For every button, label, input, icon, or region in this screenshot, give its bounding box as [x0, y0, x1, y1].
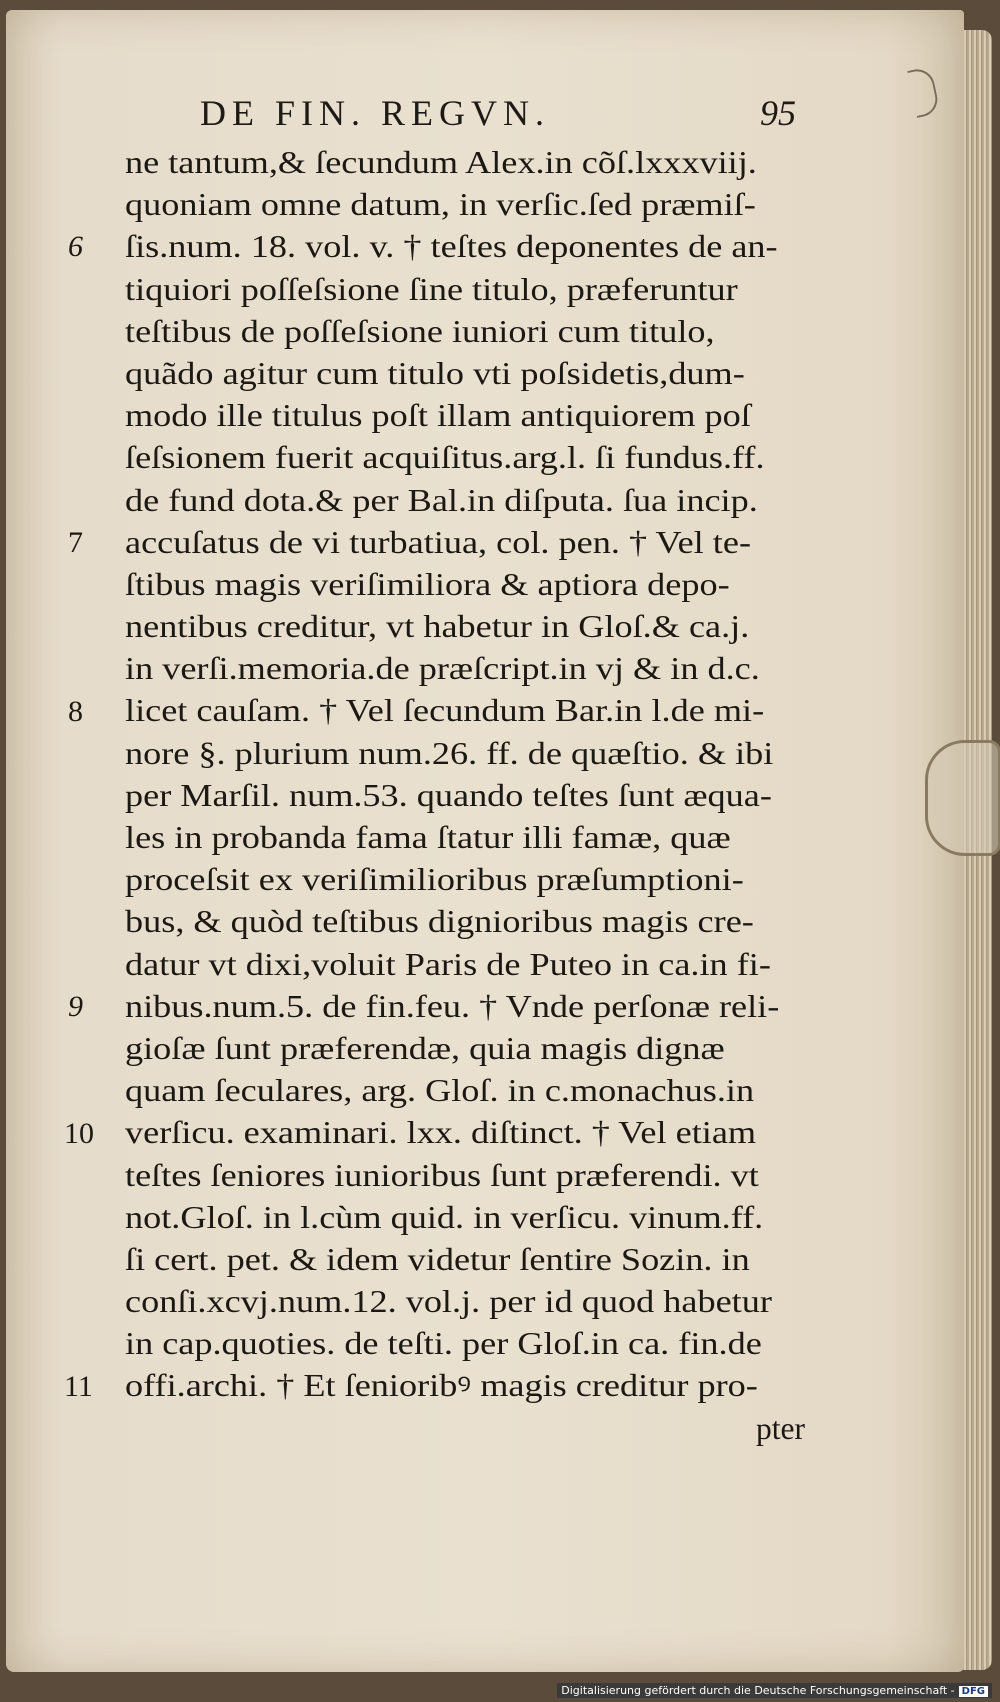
text-line-content: offi.archi. † Et ſenioribꝰ magis creditur pro- — [125, 1368, 758, 1404]
text-line-content: quãdo agitur cum titulo vti poſsidetis,dum- — [125, 355, 745, 391]
text-line — [125, 564, 815, 606]
text-line-content: nore §. plurium num.26. ff. de quæſtio. & ibi — [125, 735, 774, 771]
text-line — [125, 184, 815, 226]
text-line — [125, 1112, 815, 1154]
text-line-content: accuſatus de vi turbatiua, col. pen. † Vel te- — [125, 524, 752, 560]
text-line-content: teſtes ſeniores iunioribus ſunt præferendi. vt — [125, 1157, 759, 1193]
text-line — [125, 437, 815, 479]
text-line — [125, 817, 815, 859]
text-line-content: tiquiori poſſeſsione ſine titulo, præferuntur — [125, 271, 738, 307]
text-line — [125, 1365, 815, 1407]
running-head-title: DE FIN. REGVN. — [200, 93, 550, 133]
text-line-content: not.Gloſ. in l.cùm quid. in verſicu. vinum.ff. — [125, 1199, 764, 1235]
text-line — [125, 986, 815, 1028]
text-line-content: licet cauſam. † Vel ſecundum Bar.in l.de mi- — [125, 693, 765, 729]
text-line — [125, 901, 815, 943]
text-line — [125, 1323, 815, 1365]
margin-number: 6 — [68, 230, 83, 264]
text-line-content: datur vt dixi,voluit Paris de Puteo in ca.in fi- — [125, 946, 771, 982]
margin-number: 7 — [68, 525, 83, 559]
text-line-content: modo ille titulus poſt illam antiquiorem poſ — [125, 398, 751, 434]
text-line — [125, 522, 815, 564]
page-tab-marker — [925, 740, 1000, 856]
text-line-content: nibus.num.5. de fin.feu. † Vnde perſonæ reli- — [125, 988, 780, 1024]
text-line — [125, 226, 815, 268]
text-line — [125, 1408, 815, 1450]
text-line — [125, 690, 815, 732]
text-line — [125, 480, 815, 522]
text-line-content: verſicu. examinari. lxx. diſtinct. † Vel etiam — [125, 1115, 757, 1151]
text-line — [125, 1155, 815, 1197]
text-line-content: ſis.num. 18. vol. v. † teſtes deponentes de an- — [125, 229, 778, 265]
text-line — [125, 606, 815, 648]
footer-credit — [557, 1683, 992, 1698]
text-line — [125, 395, 815, 437]
text-line — [125, 142, 815, 184]
text-line — [125, 1070, 815, 1112]
margin-number: 8 — [68, 694, 83, 728]
text-line — [125, 311, 815, 353]
text-line-content: quam ſeculares, arg. Gloſ. in c.monachus.in — [125, 1073, 755, 1109]
text-line-content: ne tantum,& ſecundum Alex.in cõſ.lxxxviij. — [125, 145, 757, 180]
text-line-content: in cap.quoties. de teſti. per Gloſ.in ca. fin.de — [125, 1326, 762, 1362]
text-line-content: teſtibus de poſſeſsione iuniori cum titulo, — [125, 313, 715, 349]
text-line-content: ſi cert. pet. & idem videtur ſentire Sozin. in — [125, 1241, 750, 1277]
text-line — [125, 1281, 815, 1323]
text-line — [125, 1239, 815, 1281]
text-line — [125, 859, 815, 901]
margin-number: 10 — [64, 1116, 94, 1150]
text-line — [125, 648, 815, 690]
text-line-content: gioſæ ſunt præferendæ, quia magis dignæ — [125, 1030, 725, 1066]
text-line-content: in verſi.memoria.de præſcript.in vj & in d.c. — [125, 651, 760, 687]
text-line-content: pter — [756, 1410, 805, 1446]
text-line — [125, 1028, 815, 1070]
text-line — [125, 269, 815, 311]
text-line-content: conſi.xcvj.num.12. vol.j. per id quod habetur — [125, 1284, 772, 1320]
text-line-content: les in probanda fama ſtatur illi famæ, quæ — [125, 820, 731, 855]
text-line — [125, 353, 815, 395]
text-line-content: bus, & quòd teſtibus dignioribus magis cre- — [125, 904, 754, 940]
text-line-content: de fund dota.& per Bal.in diſputa. ſua incip. — [125, 482, 758, 518]
text-line-content: proceſsit ex veriſimilioribus præſumptioni- — [125, 862, 744, 898]
page-number: 95 — [760, 93, 796, 133]
text-line — [125, 775, 815, 817]
margin-number: 9 — [68, 990, 83, 1023]
text-line-content: nentibus creditur, vt habetur in Gloſ.& ca.j. — [125, 609, 750, 645]
text-line-content: quoniam omne datum, in verſic.ſed præmiſ- — [125, 187, 756, 223]
text-line-content: ſeſsionem fuerit acquiſitus.arg.l. ſi fundus.ff. — [125, 440, 765, 476]
text-line — [125, 1197, 815, 1239]
text-line-content: ſtibus magis veriſimiliora & aptiora depo- — [125, 566, 730, 602]
text-block — [125, 142, 815, 1450]
text-line — [125, 733, 815, 775]
margin-number: 11 — [64, 1369, 93, 1403]
text-line-content: per Marſil. num.53. quando teſtes ſunt æqua- — [125, 777, 772, 813]
dfg-logo: DFG — [959, 1686, 988, 1697]
footer-text: Digitalisierung gefördert durch die Deutsche Forschungsgemeinschaft - — [561, 1684, 955, 1697]
text-line — [125, 944, 815, 986]
